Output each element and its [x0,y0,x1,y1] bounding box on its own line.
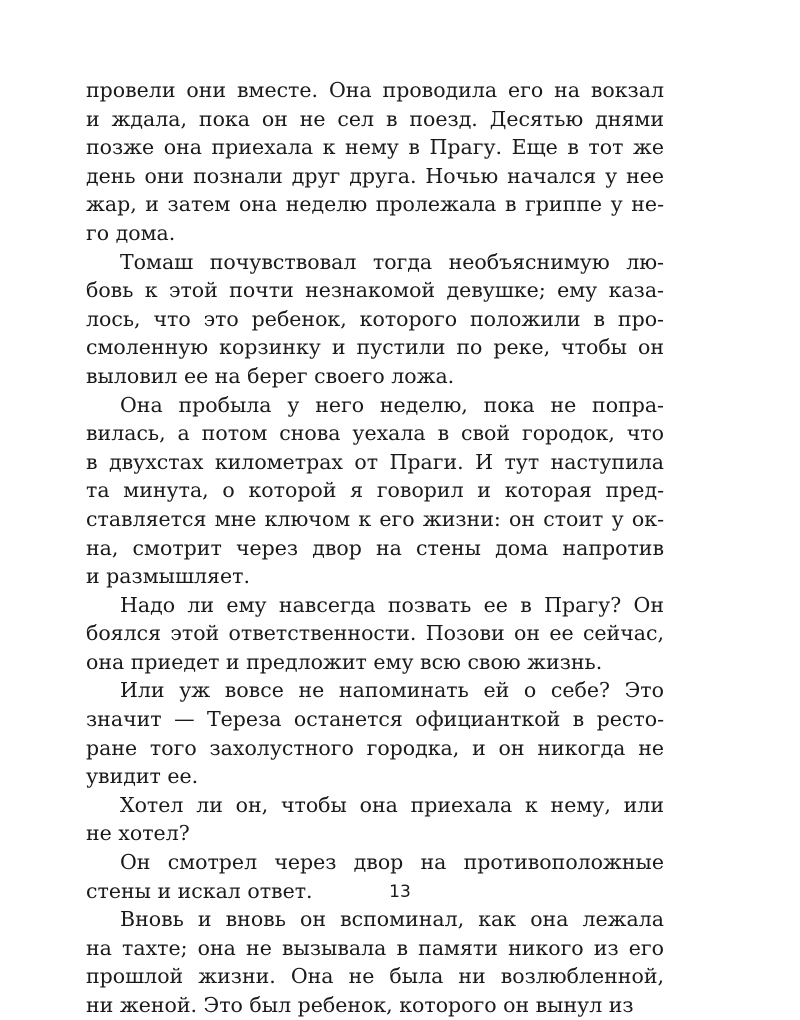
text-line: значит — Тереза останется официанткой в ресто- [86,707,664,732]
text-line: та минута, о которой я говорил и которая пред- [86,478,664,503]
text-line: ни женой. Это был ребенок, которого он вынул из [86,993,634,1017]
paragraph [86,676,664,790]
paragraph [86,248,664,391]
text-line: лось, что это ребенок, которого положили в про- [86,306,664,331]
text-line: и размышляет. [86,564,250,589]
text-line: Вновь и вновь он вспоминал, как она лежала [120,907,664,932]
text-line: позже она приехала к нему в Прагу. Еще в тот же [86,135,664,160]
page-number: 13 [389,882,411,902]
text-line: прошлой жизни. Она не была ни возлюбленной, [86,964,664,989]
text-line: в двухстах километрах от Праги. И тут наступила [86,449,664,474]
text-line: она приедет и предложит ему всю свою жизнь. [86,649,603,674]
text-line: Или уж вовсе не напоминать ей о себе? Это [120,678,664,703]
text-line: выловил ее на берег своего ложа. [86,363,455,388]
paragraph [86,76,664,248]
text-line: вилась, а потом снова уехала в свой городок, что [86,421,664,446]
text-line: жар, и затем она неделю пролежала в гриппе у не- [86,192,664,217]
text-line: увидит ее. [86,764,199,789]
text-line: на, смотрит через двор на стены дома напротив [86,535,664,560]
paragraph [86,905,664,1019]
page-body [86,76,664,1020]
paragraph [86,591,664,677]
text-line: Хотел ли он, чтобы она приехала к нему, или [120,792,664,817]
text-line: не хотел? [86,821,190,846]
text-line: на тахте; она не вызывала в памяти никого из его [86,935,664,960]
text-line: Томаш почувствовал тогда необъяснимую лю- [120,249,664,274]
text-line: бовь к этой почти незнакомой девушке; ему каза- [86,278,664,303]
text-line: день они познали друг друга. Ночью начался у нее [86,163,664,188]
text-line: и ждала, пока он не сел в поезд. Десятью днями [86,106,664,131]
text-line: ставляется мне ключом к его жизни: он стоит у ок- [86,506,664,531]
text-line: Надо ли ему навсегда позвать ее в Прагу? Он [120,592,664,617]
text-line: боялся этой ответственности. Позови он ее сейчас, [86,621,664,646]
text-line: го дома. [86,220,176,245]
paragraph [86,791,664,848]
text-line: ране того захолустного городка, и он никогда не [86,735,664,760]
text-line: смоленную корзинку и пустили по реке, чтобы он [86,335,664,360]
text-line: Он смотрел через двор на противоположные [120,850,664,875]
text-line: Она пробыла у него неделю, пока не попра- [120,392,664,417]
text-line: стены и искал ответ. [86,878,313,903]
text-line: провели они вместе. Она проводила его на вокзал [86,78,664,102]
paragraph [86,391,664,591]
